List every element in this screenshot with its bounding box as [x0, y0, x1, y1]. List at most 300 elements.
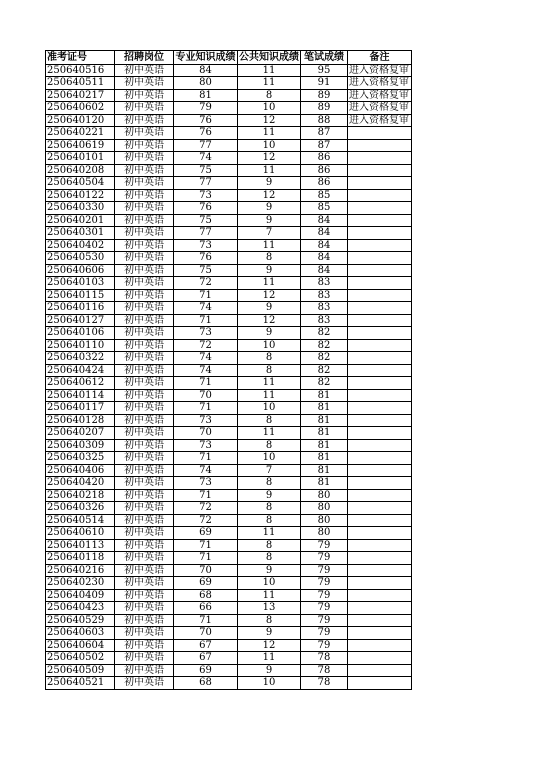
remarks-cell: [348, 202, 412, 215]
exam-id-cell: 250640106: [46, 327, 115, 340]
written-score-cell: 81: [301, 464, 348, 477]
public-score-cell: 9: [238, 214, 301, 227]
position-cell: 初中英语: [115, 152, 174, 165]
written-score-cell: 86: [301, 177, 348, 190]
exam-id-cell: 250640207: [46, 427, 115, 440]
remarks-cell: [348, 414, 412, 427]
written-score-cell: 83: [301, 289, 348, 302]
professional-score-cell: 73: [174, 477, 238, 490]
professional-score-cell: 74: [174, 302, 238, 315]
table-row: [46, 477, 412, 490]
position-cell: 初中英语: [115, 564, 174, 577]
public-score-cell: 9: [238, 327, 301, 340]
public-score-cell: 9: [238, 264, 301, 277]
exam-id-cell: 250640322: [46, 352, 115, 365]
remarks-cell: [348, 577, 412, 590]
written-score-cell: 85: [301, 189, 348, 202]
public-score-cell: 10: [238, 339, 301, 352]
position-cell: 初中英语: [115, 352, 174, 365]
professional-score-cell: 76: [174, 202, 238, 215]
public-score-cell: 8: [238, 552, 301, 565]
table-row: [46, 102, 412, 115]
professional-score-cell: 71: [174, 614, 238, 627]
written-score-cell: 81: [301, 427, 348, 440]
written-score-cell: 83: [301, 314, 348, 327]
table-row: [46, 564, 412, 577]
remarks-cell: [348, 527, 412, 540]
public-score-cell: 11: [238, 239, 301, 252]
exam-id-cell: 250640603: [46, 627, 115, 640]
table-row: [46, 277, 412, 290]
remarks-cell: [348, 539, 412, 552]
position-cell: 初中英语: [115, 339, 174, 352]
professional-score-cell: 72: [174, 514, 238, 527]
written-score-cell: 80: [301, 489, 348, 502]
public-score-cell: 11: [238, 277, 301, 290]
table-row: [46, 77, 412, 90]
table-row: [46, 627, 412, 640]
professional-score-cell: 73: [174, 439, 238, 452]
position-cell: 初中英语: [115, 577, 174, 590]
written-score-cell: 78: [301, 652, 348, 665]
professional-score-cell: 74: [174, 464, 238, 477]
table-row: [46, 489, 412, 502]
remarks-cell: [348, 627, 412, 640]
position-cell: 初中英语: [115, 389, 174, 402]
position-cell: 初中英语: [115, 552, 174, 565]
public-score-cell: 8: [238, 514, 301, 527]
remarks-cell: 进入资格复审: [348, 114, 412, 127]
remarks-cell: 进入资格复审: [348, 102, 412, 115]
position-cell: 初中英语: [115, 652, 174, 665]
table-row: [46, 127, 412, 140]
professional-score-cell: 71: [174, 402, 238, 415]
position-cell: 初中英语: [115, 402, 174, 415]
professional-score-cell: 77: [174, 177, 238, 190]
position-cell: 初中英语: [115, 89, 174, 102]
professional-score-cell: 68: [174, 589, 238, 602]
table-row: [46, 664, 412, 677]
public-score-cell: 11: [238, 589, 301, 602]
professional-score-cell: 68: [174, 677, 238, 690]
remarks-cell: [348, 139, 412, 152]
professional-score-cell: 71: [174, 489, 238, 502]
position-cell: 初中英语: [115, 364, 174, 377]
public-score-cell: 8: [238, 439, 301, 452]
public-score-cell: 10: [238, 577, 301, 590]
remarks-cell: [348, 152, 412, 165]
professional-score-cell: 79: [174, 102, 238, 115]
position-cell: 初中英语: [115, 414, 174, 427]
professional-score-cell: 72: [174, 277, 238, 290]
table-row: [46, 314, 412, 327]
exam-id-cell: 250640420: [46, 477, 115, 490]
public-score-cell: 10: [238, 402, 301, 415]
public-score-cell: 9: [238, 564, 301, 577]
professional-score-cell: 67: [174, 652, 238, 665]
written-score-cell: 78: [301, 677, 348, 690]
remarks-cell: 进入资格复审: [348, 77, 412, 90]
position-cell: 初中英语: [115, 277, 174, 290]
professional-score-cell: 76: [174, 252, 238, 265]
written-score-cell: 83: [301, 302, 348, 315]
exam-id-cell: 250640604: [46, 639, 115, 652]
written-score-cell: 80: [301, 514, 348, 527]
remarks-cell: [348, 439, 412, 452]
public-score-cell: 11: [238, 527, 301, 540]
table-row: [46, 202, 412, 215]
exam-id-cell: 250640201: [46, 214, 115, 227]
written-score-cell: 79: [301, 589, 348, 602]
exam-id-cell: 250640619: [46, 139, 115, 152]
professional-score-cell: 71: [174, 552, 238, 565]
table-row: [46, 152, 412, 165]
exam-id-cell: 250640326: [46, 502, 115, 515]
remarks-cell: [348, 502, 412, 515]
remarks-cell: [348, 639, 412, 652]
public-score-cell: 9: [238, 302, 301, 315]
public-score-cell: 8: [238, 477, 301, 490]
professional-score-cell: 75: [174, 264, 238, 277]
written-score-cell: 91: [301, 77, 348, 90]
position-cell: 初中英语: [115, 227, 174, 240]
position-cell: 初中英语: [115, 189, 174, 202]
position-cell: 初中英语: [115, 439, 174, 452]
professional-score-cell: 71: [174, 452, 238, 465]
remarks-cell: [348, 314, 412, 327]
table-row: [46, 214, 412, 227]
position-cell: 初中英语: [115, 677, 174, 690]
written-score-cell: 89: [301, 102, 348, 115]
public-score-cell: 9: [238, 489, 301, 502]
header-written-score: 笔试成绩: [301, 51, 348, 65]
written-score-cell: 78: [301, 664, 348, 677]
public-score-cell: 13: [238, 602, 301, 615]
remarks-cell: [348, 302, 412, 315]
position-cell: 初中英语: [115, 202, 174, 215]
written-score-cell: 87: [301, 127, 348, 140]
written-score-cell: 82: [301, 327, 348, 340]
public-score-cell: 7: [238, 464, 301, 477]
professional-score-cell: 67: [174, 639, 238, 652]
public-score-cell: 12: [238, 189, 301, 202]
professional-score-cell: 73: [174, 327, 238, 340]
table-row: [46, 114, 412, 127]
professional-score-cell: 70: [174, 389, 238, 402]
position-cell: 初中英语: [115, 589, 174, 602]
public-score-cell: 11: [238, 377, 301, 390]
public-score-cell: 9: [238, 177, 301, 190]
remarks-cell: [348, 589, 412, 602]
remarks-cell: [348, 327, 412, 340]
written-score-cell: 85: [301, 202, 348, 215]
remarks-cell: [348, 264, 412, 277]
table-row: [46, 602, 412, 615]
written-score-cell: 79: [301, 539, 348, 552]
public-score-cell: 9: [238, 627, 301, 640]
written-score-cell: 80: [301, 502, 348, 515]
written-score-cell: 84: [301, 264, 348, 277]
public-score-cell: 9: [238, 664, 301, 677]
remarks-cell: [348, 452, 412, 465]
written-score-cell: 84: [301, 252, 348, 265]
remarks-cell: [348, 239, 412, 252]
written-score-cell: 95: [301, 64, 348, 77]
professional-score-cell: 70: [174, 564, 238, 577]
public-score-cell: 10: [238, 677, 301, 690]
remarks-cell: 进入资格复审: [348, 64, 412, 77]
exam-id-cell: 250640612: [46, 377, 115, 390]
professional-score-cell: 73: [174, 414, 238, 427]
public-score-cell: 12: [238, 639, 301, 652]
exam-id-cell: 250640127: [46, 314, 115, 327]
written-score-cell: 86: [301, 164, 348, 177]
professional-score-cell: 69: [174, 527, 238, 540]
remarks-cell: [348, 364, 412, 377]
position-cell: 初中英语: [115, 264, 174, 277]
position-cell: 初中英语: [115, 627, 174, 640]
table-row: [46, 514, 412, 527]
table-row: [46, 677, 412, 690]
remarks-cell: [348, 514, 412, 527]
professional-score-cell: 76: [174, 127, 238, 140]
position-cell: 初中英语: [115, 377, 174, 390]
header-public-score: 公共知识成绩: [239, 51, 299, 63]
remarks-cell: [348, 277, 412, 290]
table-row: [46, 164, 412, 177]
remarks-cell: [348, 552, 412, 565]
professional-score-cell: 70: [174, 627, 238, 640]
table-row: [46, 652, 412, 665]
table-row: [46, 327, 412, 340]
professional-score-cell: 70: [174, 427, 238, 440]
exam-id-cell: 250640218: [46, 489, 115, 502]
table-row: [46, 339, 412, 352]
position-cell: 初中英语: [115, 127, 174, 140]
position-cell: 初中英语: [115, 489, 174, 502]
public-score-cell: 8: [238, 364, 301, 377]
written-score-cell: 82: [301, 339, 348, 352]
professional-score-cell: 74: [174, 352, 238, 365]
position-cell: 初中英语: [115, 602, 174, 615]
header-exam-id: 准考证号: [46, 51, 115, 65]
header-professional-score: 专业知识成绩: [175, 51, 236, 63]
remarks-cell: [348, 614, 412, 627]
professional-score-cell: 72: [174, 339, 238, 352]
remarks-cell: [348, 214, 412, 227]
public-score-cell: 11: [238, 652, 301, 665]
exam-id-cell: 250640110: [46, 339, 115, 352]
professional-score-cell: 71: [174, 539, 238, 552]
table-row: [46, 364, 412, 377]
professional-score-cell: 77: [174, 227, 238, 240]
public-score-cell: 8: [238, 252, 301, 265]
remarks-cell: [348, 477, 412, 490]
written-score-cell: 82: [301, 377, 348, 390]
remarks-cell: [348, 227, 412, 240]
exam-id-cell: 250640409: [46, 589, 115, 602]
exam-id-cell: 250640529: [46, 614, 115, 627]
table-row: [46, 402, 412, 415]
public-score-cell: 8: [238, 502, 301, 515]
header-row: [46, 51, 412, 65]
exam-id-cell: 250640122: [46, 189, 115, 202]
table-row: [46, 139, 412, 152]
exam-id-cell: 250640610: [46, 527, 115, 540]
table-row: [46, 552, 412, 565]
position-cell: 初中英语: [115, 464, 174, 477]
public-score-cell: 10: [238, 102, 301, 115]
written-score-cell: 81: [301, 439, 348, 452]
written-score-cell: 84: [301, 239, 348, 252]
header-remarks: 备注: [348, 51, 412, 65]
exam-id-cell: 250640208: [46, 164, 115, 177]
remarks-cell: [348, 602, 412, 615]
exam-id-cell: 250640325: [46, 452, 115, 465]
table-row: [46, 439, 412, 452]
remarks-cell: [348, 377, 412, 390]
public-score-cell: 10: [238, 452, 301, 465]
table-row: [46, 614, 412, 627]
exam-id-cell: 250640113: [46, 539, 115, 552]
public-score-cell: 8: [238, 614, 301, 627]
table-row: [46, 189, 412, 202]
exam-id-cell: 250640118: [46, 552, 115, 565]
exam-id-cell: 250640606: [46, 264, 115, 277]
written-score-cell: 84: [301, 227, 348, 240]
remarks-cell: [348, 564, 412, 577]
exam-id-cell: 250640406: [46, 464, 115, 477]
written-score-cell: 89: [301, 89, 348, 102]
remarks-cell: [348, 402, 412, 415]
position-cell: 初中英语: [115, 302, 174, 315]
exam-id-cell: 250640101: [46, 152, 115, 165]
professional-score-cell: 74: [174, 152, 238, 165]
public-score-cell: 11: [238, 127, 301, 140]
written-score-cell: 79: [301, 639, 348, 652]
public-score-cell: 12: [238, 152, 301, 165]
professional-score-cell: 84: [174, 64, 238, 77]
table-row: [46, 177, 412, 190]
professional-score-cell: 73: [174, 239, 238, 252]
position-cell: 初中英语: [115, 114, 174, 127]
position-cell: 初中英语: [115, 102, 174, 115]
position-cell: 初中英语: [115, 327, 174, 340]
table-row: [46, 264, 412, 277]
position-cell: 初中英语: [115, 289, 174, 302]
position-cell: 初中英语: [115, 514, 174, 527]
exam-id-cell: 250640330: [46, 202, 115, 215]
written-score-cell: 83: [301, 277, 348, 290]
professional-score-cell: 72: [174, 502, 238, 515]
written-score-cell: 81: [301, 402, 348, 415]
professional-score-cell: 75: [174, 164, 238, 177]
public-score-cell: 10: [238, 139, 301, 152]
remarks-cell: [348, 339, 412, 352]
written-score-cell: 79: [301, 627, 348, 640]
exam-id-cell: 250640423: [46, 602, 115, 615]
professional-score-cell: 77: [174, 139, 238, 152]
written-score-cell: 79: [301, 602, 348, 615]
exam-id-cell: 250640504: [46, 177, 115, 190]
exam-id-cell: 250640103: [46, 277, 115, 290]
table-row: [46, 577, 412, 590]
table-row: [46, 377, 412, 390]
position-cell: 初中英语: [115, 314, 174, 327]
exam-id-cell: 250640114: [46, 389, 115, 402]
table-row: [46, 289, 412, 302]
table-row: [46, 414, 412, 427]
exam-id-cell: 250640216: [46, 564, 115, 577]
remarks-cell: [348, 252, 412, 265]
exam-id-cell: 250640516: [46, 64, 115, 77]
exam-id-cell: 250640116: [46, 302, 115, 315]
exam-id-cell: 250640511: [46, 77, 115, 90]
table-row: [46, 252, 412, 265]
exam-id-cell: 250640514: [46, 514, 115, 527]
public-score-cell: 11: [238, 77, 301, 90]
position-cell: 初中英语: [115, 64, 174, 77]
public-score-cell: 12: [238, 289, 301, 302]
written-score-cell: 82: [301, 364, 348, 377]
position-cell: 初中英语: [115, 252, 174, 265]
remarks-cell: [348, 389, 412, 402]
table-row: [46, 352, 412, 365]
professional-score-cell: 66: [174, 602, 238, 615]
remarks-cell: [348, 189, 412, 202]
exam-id-cell: 250640521: [46, 677, 115, 690]
remarks-cell: [348, 489, 412, 502]
position-cell: 初中英语: [115, 177, 174, 190]
table-row: [46, 464, 412, 477]
professional-score-cell: 81: [174, 89, 238, 102]
professional-score-cell: 69: [174, 664, 238, 677]
position-cell: 初中英语: [115, 664, 174, 677]
exam-id-cell: 250640217: [46, 89, 115, 102]
table-row: [46, 302, 412, 315]
position-cell: 初中英语: [115, 452, 174, 465]
table-row: [46, 64, 412, 77]
public-score-cell: 9: [238, 202, 301, 215]
written-score-cell: 81: [301, 452, 348, 465]
score-table: [45, 50, 412, 690]
public-score-cell: 12: [238, 314, 301, 327]
professional-score-cell: 69: [174, 577, 238, 590]
remarks-cell: [348, 127, 412, 140]
position-cell: 初中英语: [115, 527, 174, 540]
exam-id-cell: 250640120: [46, 114, 115, 127]
remarks-cell: [348, 289, 412, 302]
public-score-cell: 8: [238, 539, 301, 552]
position-cell: 初中英语: [115, 427, 174, 440]
remarks-cell: 进入资格复审: [348, 89, 412, 102]
remarks-cell: [348, 464, 412, 477]
written-score-cell: 79: [301, 564, 348, 577]
public-score-cell: 8: [238, 414, 301, 427]
remarks-cell: [348, 427, 412, 440]
public-score-cell: 12: [238, 114, 301, 127]
professional-score-cell: 75: [174, 214, 238, 227]
exam-id-cell: 250640115: [46, 289, 115, 302]
table-row: [46, 227, 412, 240]
professional-score-cell: 76: [174, 114, 238, 127]
exam-id-cell: 250640301: [46, 227, 115, 240]
public-score-cell: 11: [238, 389, 301, 402]
written-score-cell: 79: [301, 577, 348, 590]
table-row: [46, 452, 412, 465]
table-row: [46, 639, 412, 652]
exam-id-cell: 250640230: [46, 577, 115, 590]
